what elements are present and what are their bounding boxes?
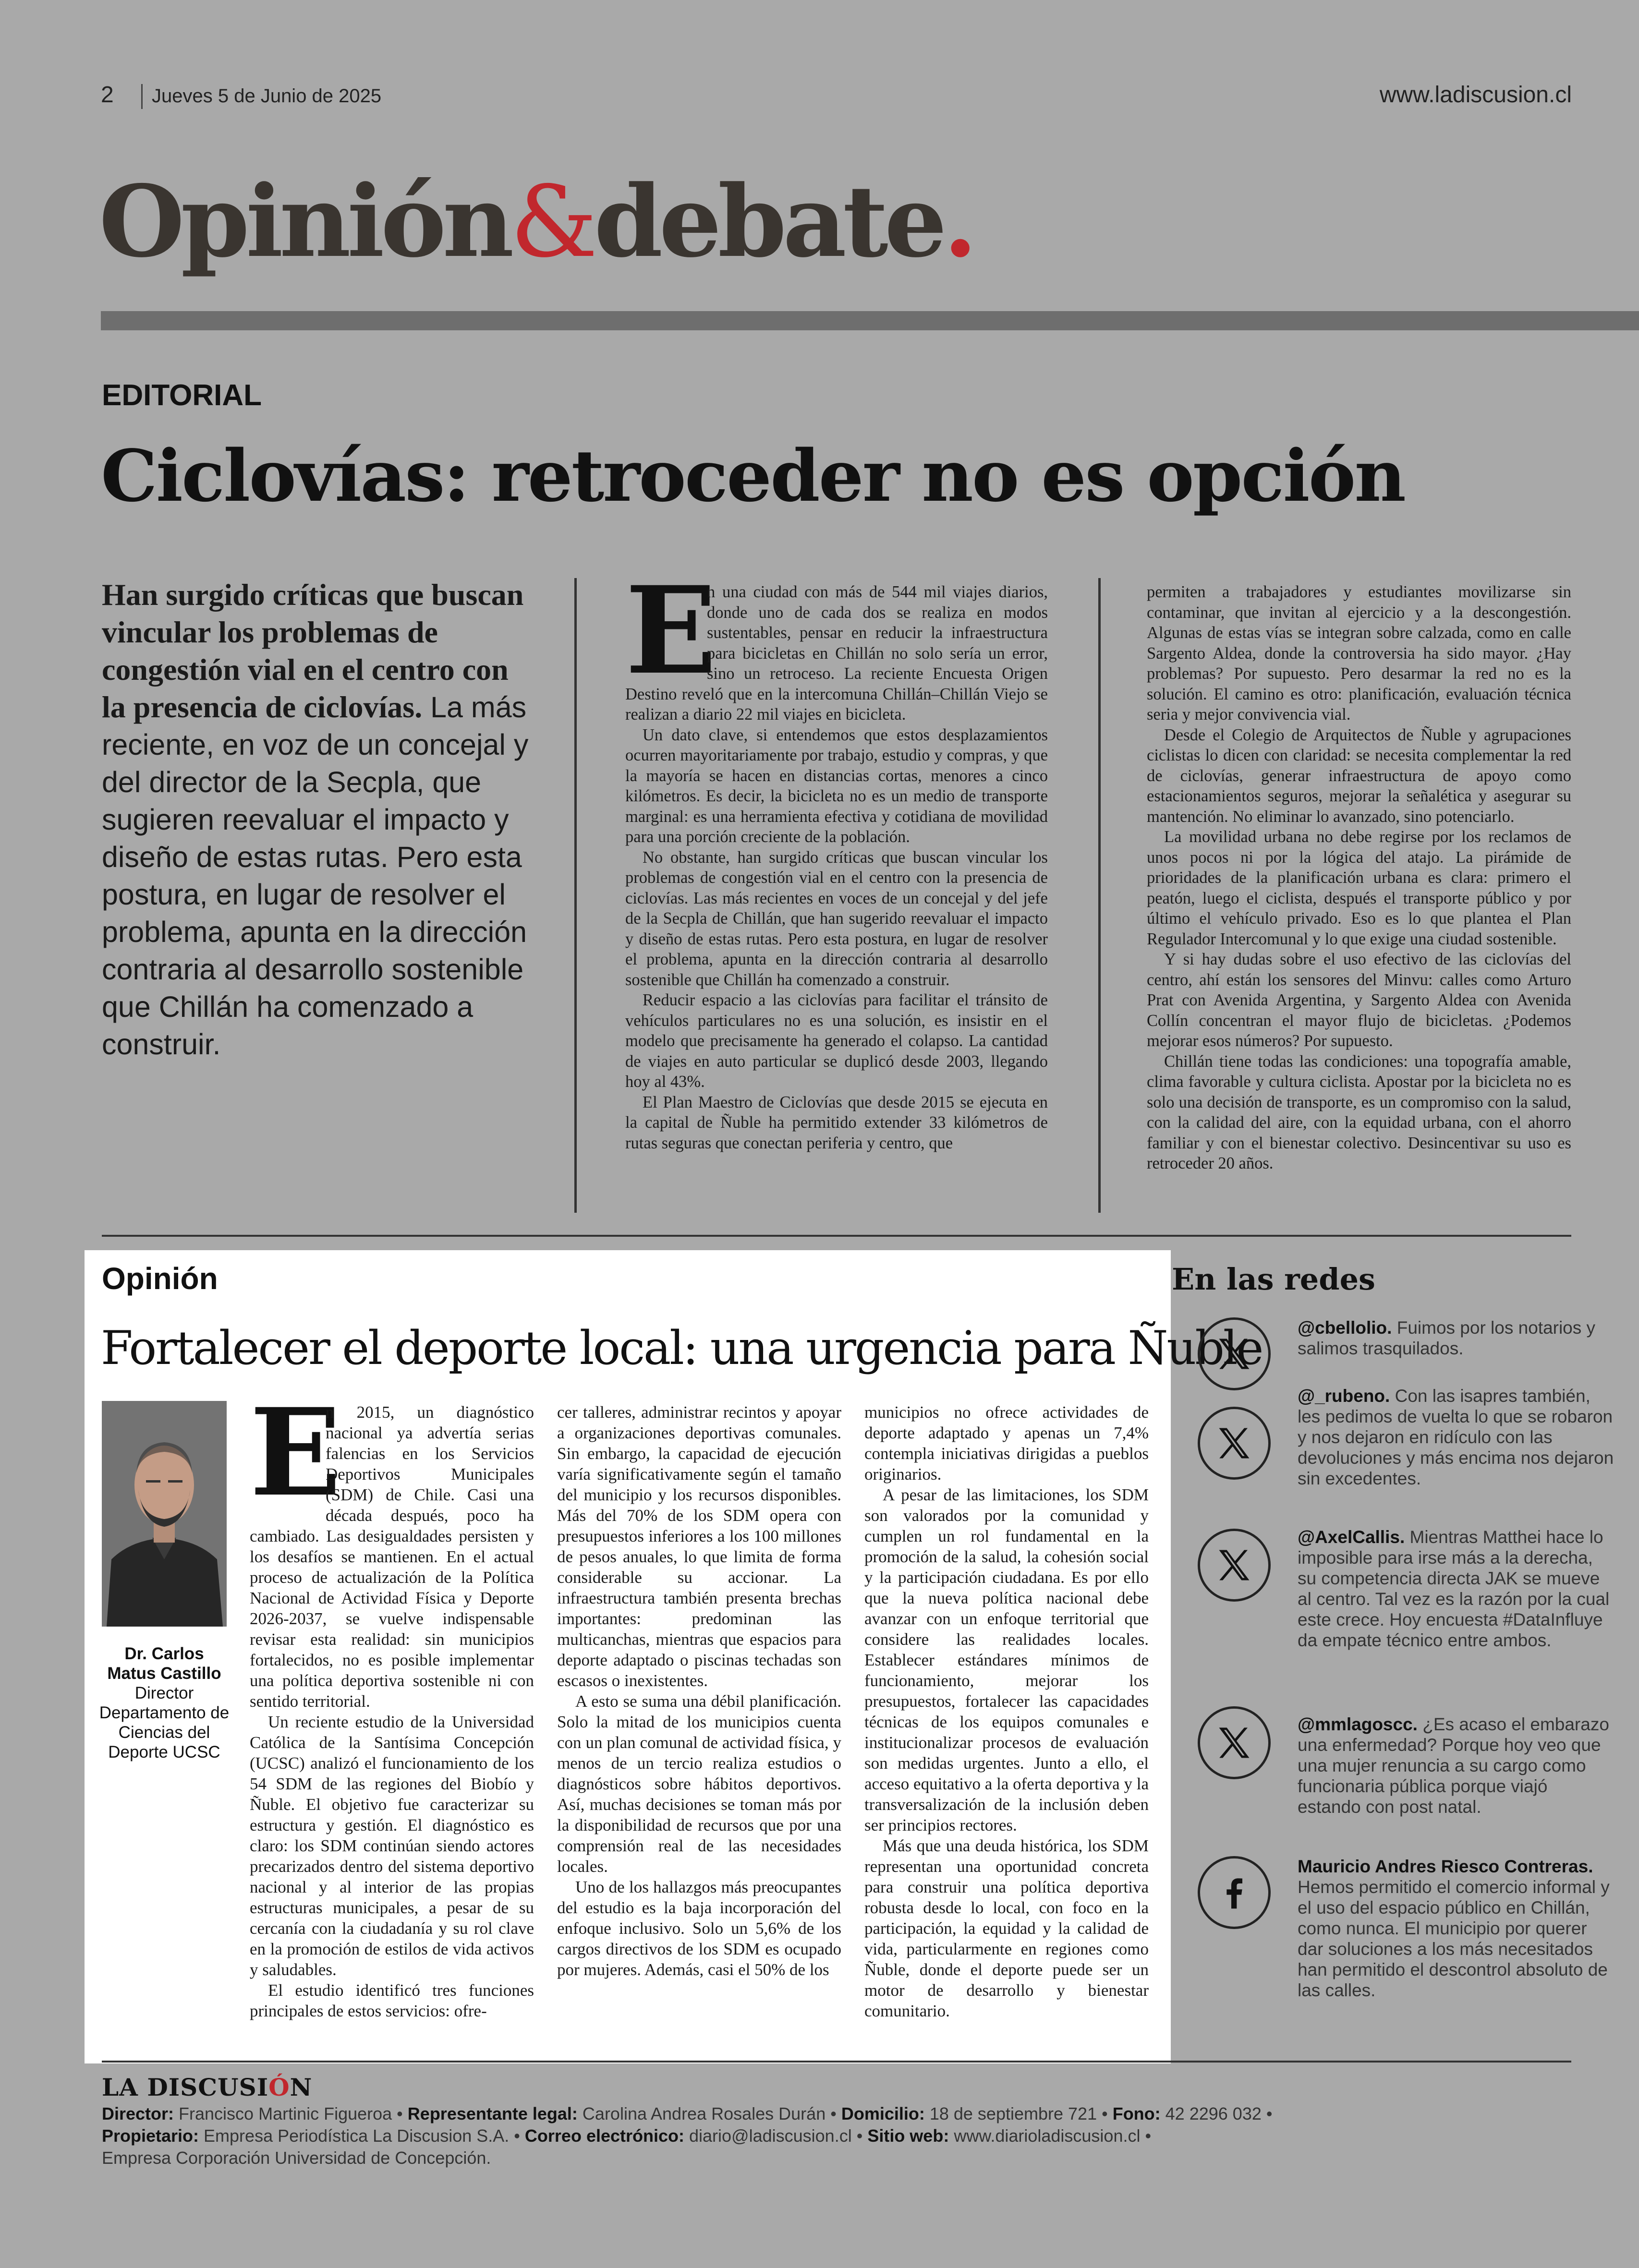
author-portrait-image bbox=[102, 1401, 227, 1627]
editorial-paragraph: No obstante, han surgido críticas que buscan vincular los problemas de congestión vial en el centro con la presencia de ciclovías. Las más recientes en voces de un concejal y del jefe de la Secpla de Chillán, que han sugerido reevaluar el impacto y diseño de estas rutas. Pero esta postura, en lugar de resolver el problema, apunta en la dirección contraria al desarrollo sostenible que Chillán ha comenzado a construir. bbox=[625, 848, 1048, 989]
masthead-opinion: Opinión bbox=[99, 164, 510, 279]
opinion-paragraph: cer talleres, administrar recintos y apoyar a organizaciones deportivas comunales. Sin embargo, la capacidad de ejecución varía significativamente según el tamaño del municipio y los recursos disponibles. Más del 70% de los SDM opera con presupuestos inferiores a los 100 millones de pesos anuales, lo que limita de forma considerable su accionar. La infraestructura también presenta brechas importantes: predominan las multicanchas, mientras que espacios para deporte adaptado o piscinas techadas son escasos o inexistentes. bbox=[557, 1403, 841, 1690]
opinion-paragraph: Más que una deuda histórica, los SDM representan una oportunidad concreta para construir una política deportiva robusta desde lo local, con foco en la participación, la equidad y la calidad de vida, particularmente en regiones como Ñuble, donde el deporte puede ser un motor de desarrollo y bienestar comunitario. bbox=[864, 1836, 1149, 2020]
section-divider bbox=[102, 1235, 1571, 1237]
page-number: 2 bbox=[101, 82, 114, 108]
social-message: Con las isapres también, les pedimos de vuelta lo que se robaron y nos dejaron en ridículo con las devoluciones y más encima nos dejaron sin excedentes. bbox=[1298, 1386, 1614, 1488]
footer-rule bbox=[102, 2061, 1571, 2063]
opinion-column-3 bbox=[864, 1402, 1149, 2021]
site-url[interactable]: www.ladiscusion.cl bbox=[1379, 82, 1572, 108]
author-role: Director Departamento de Ciencias del Deporte UCSC bbox=[99, 1684, 230, 1761]
editorial-lead bbox=[102, 576, 534, 1063]
website-label: Sitio web: bbox=[867, 2126, 949, 2146]
editorial-paragraph: permiten a trabajadores y estudiantes movilizarse sin contaminar, que invitan al ejercicio y a la descongestión. Algunas de estas vías se integran sobre calzada, como en calle Sargento Aldea, donde la controversia ha sido mayor. ¿Hay problemas? Por supuesto. Pero desarmar la red no es la solución. El camino es otro: planificación, evaluación técnica seria y mejor convivencia vial. bbox=[1147, 583, 1571, 724]
masthead-dot: . bbox=[943, 164, 974, 279]
social-handle[interactable]: @cbellolio. bbox=[1298, 1318, 1392, 1338]
social-handle[interactable]: @_rubeno. bbox=[1298, 1386, 1390, 1406]
social-post-text bbox=[1298, 1317, 1615, 1359]
opinion-paragraph: A esto se suma una débil planificación. Solo la mitad de los municipios cuenta con un plan comunal de actividad física, y menos de un tercio realiza estudios o diagnósticos sobre hábitos deportivos. Así, muchas decisiones se toman más por la disponibilidad de recursos que por una comprensión real de las necesidades locales. bbox=[557, 1692, 841, 1876]
editorial-dropcap: E bbox=[625, 560, 717, 701]
website-value[interactable]: www.diarioladiscusion.cl • bbox=[949, 2126, 1152, 2146]
opinion-label: Opinión bbox=[102, 1261, 218, 1296]
opinion-column-1 bbox=[250, 1382, 534, 2021]
social-section-title: En las redes bbox=[1172, 1262, 1375, 1297]
social-message: Hemos permitido el comercio informal y el uso del espacio público en Chillán, como nunca. El municipio por querer dar soluciones a los más necesitados han permitido el descontrol absoluto de las calles. bbox=[1298, 1877, 1610, 2000]
editorial-label: EDITORIAL bbox=[102, 379, 262, 412]
author-credit bbox=[99, 1644, 230, 1762]
footer-line-2 bbox=[102, 2125, 1590, 2147]
editorial-column-2 bbox=[1147, 582, 1571, 1174]
owner-label: Propietario: bbox=[102, 2126, 199, 2146]
header-divider bbox=[141, 84, 143, 109]
opinion-paragraph: El estudio identificó tres funciones principales de estos servicios: ofre- bbox=[250, 1981, 534, 2020]
editorial-paragraph: Desde el Colegio de Arquitectos de Ñuble y agrupaciones ciclistas lo dicen con claridad: se necesita complementar la red de ciclovías, generar infraestructura de apoyo como estacionamientos seguros, mejorar la señalética y asegurar su mantención. No eliminar lo avanzado, sino potenciarlo. bbox=[1147, 725, 1571, 826]
x-logo-icon[interactable] bbox=[1198, 1317, 1271, 1390]
editorial-lead-bold: Han surgido críticas que buscan vincular los problemas de congestión vial en el centro con la presencia de ciclovías. bbox=[102, 578, 524, 724]
opinion-column-2 bbox=[557, 1402, 841, 1980]
opinion-paragraph: municipios no ofrece actividades de deporte adaptado y apenas un 7,4% contempla iniciativas dirigidas a pueblos originarios. bbox=[864, 1403, 1149, 1484]
footer-line-3: Empresa Corporación Universidad de Concepción. bbox=[102, 2148, 491, 2168]
phone-label: Fono: bbox=[1112, 2104, 1161, 2123]
footer-line-1 bbox=[102, 2103, 1590, 2125]
email-value[interactable]: diario@ladiscusion.cl • bbox=[684, 2126, 868, 2146]
social-message: Mientras Matthei hace lo imposible para irse más a la derecha, su competencia directa JAK se mueve al centro. Tal vez es la razón por la cual este crece. Hoy encuesta #DataInfluye da empate técnico entre ambos. bbox=[1298, 1527, 1610, 1650]
phone-value: 42 2296 032 • bbox=[1160, 2104, 1273, 2123]
author-name: Dr. Carlos Matus Castillo bbox=[107, 1644, 221, 1683]
column-rule bbox=[574, 578, 577, 1213]
editorial-paragraph: Y si hay dudas sobre el uso efectivo de las ciclovías del centro, ahí están los sensores del Minvu: calles como Arturo Prat con Avenida Argentina, y Sargento Aldea con Avenida Collín concentran el mayor flujo de bicicletas. ¿Podemos mejorar esos números? Por supuesto. bbox=[1147, 950, 1571, 1050]
editorial-headline: Ciclovías: retroceder no es opción bbox=[101, 434, 1405, 518]
facebook-icon[interactable] bbox=[1198, 1856, 1271, 1929]
social-message: Fuimos por los notarios y salimos trasquilados. bbox=[1298, 1318, 1596, 1358]
editorial-column-1 bbox=[625, 560, 1048, 1153]
editorial-paragraph: El Plan Maestro de Ciclovías que desde 2015 se ejecuta en la capital de Ñuble ha permitido extender 33 kilómetros de rutas seguras que conectan periferia y centro, que bbox=[625, 1093, 1048, 1152]
opinion-paragraph: n 2015, un diagnóstico nacional ya advertía serias falencias en los Servicios Deportivos Municipales (SDM) de Chile. Casi una década después, poco ha cambiado. Las desigualdades persisten y los desafíos se mantienen. En el actual proceso de actualización de la Política Nacional de Actividad Física y Deporte 2026-2037, se vuelve indispensable revisar esta realidad: sin municipios fortalecidos, no es posible implementar una política deportiva sostenible ni con sentido territorial. bbox=[250, 1403, 534, 1711]
social-message: ¿Es acaso el embarazo una enfermedad? Porque hoy veo que una mujer renuncia a su cargo como funcionaria pública porque viajó estando con post natal. bbox=[1298, 1714, 1609, 1817]
opinion-paragraph: Uno de los hallazgos más preocupantes del estudio es la baja incorporación del enfoque inclusivo. Solo un 5,6% de los cargos directivos de los SDM es ocupado por mujeres. Además, casi el 50% de los bbox=[557, 1878, 841, 1979]
opinion-paragraph: A pesar de las limitaciones, los SDM son valorados por la comunidad y cumplen un rol fundamental en la promoción de la salud, la cohesión social y la participación ciudadana. Es por ello que la nueva política nacional debe avanzar con un enfoque territorial que considere las realidades locales. Establecer estándares mínimos de funcionamiento, mejorar los presupuestos, fortalecer las capacidades técnicas de los equipos comunales e institucionalizar procesos de evaluación son medidas urgentes. Junto a ello, el acceso equitativo a la oferta deportiva y la transversalización de la inclusión deben ser principios rectores. bbox=[864, 1485, 1149, 1834]
editorial-paragraph: Reducir espacio a las ciclovías para facilitar el tránsito de vehículos particulares no es una solución, es insistir en el modelo que precisamente ha generado el colapso. La cantidad de viajes en auto particular se duplicó desde 2003, llegando hoy al 43%. bbox=[625, 991, 1048, 1091]
social-post-text bbox=[1298, 1856, 1615, 2001]
social-post-text bbox=[1298, 1714, 1615, 1817]
director-label: Director: bbox=[102, 2104, 174, 2123]
email-label: Correo electrónico: bbox=[524, 2126, 684, 2146]
owner-value: Empresa Periodística La Discusion S.A. • bbox=[199, 2126, 525, 2146]
address-value: 18 de septiembre 721 • bbox=[924, 2104, 1113, 2123]
column-rule bbox=[1098, 578, 1101, 1213]
social-handle[interactable]: Mauricio Andres Riesco Contreras. bbox=[1298, 1857, 1593, 1876]
editorial-paragraph: Un dato clave, si entendemos que estos desplazamientos ocurren mayoritariamente por trabajo, estudio y compras, y que la mayoría se hacen en distancias cortas, menores a cinco kilómetros. Es decir, la bicicleta no es un medio de transporte marginal: es una herramienta efectiva y cotidiana de movilidad para una porción creciente de la población. bbox=[625, 725, 1048, 846]
director-value: Francisco Martinic Figueroa • bbox=[174, 2104, 408, 2123]
editorial-paragraph: La movilidad urbana no debe regirse por los reclamos de unos pocos ni por la lógica del atajo. La pirámide de prioridades de la planificación urbana es clara: primero el peatón, luego el ciclista, después el transporte público y por último el vehículo privado. Eso es lo que plantea el Plan Regulador Intercomunal y lo que exige una ciudad sostenible. bbox=[1147, 828, 1571, 948]
masthead-ampersand: & bbox=[510, 165, 594, 279]
editorial-paragraph: n una ciudad con más de 544 mil viajes diarios, donde uno de cada dos se realiza en modos sustentables, pensar en reducir la infraestructura para bicicletas en Chillán no solo sería un error, sino un retroceso. La reciente Encuesta Origen Destino reveló que en la intercomuna Chillán–Chillán Viejo se realizan a diario 22 mil viajes en bicicleta. bbox=[625, 583, 1048, 724]
editorial-lead-rest: La más reciente, en voz de un concejal y del director de la Secpla, que sugieren reevaluar el impacto y diseño de estas rutas. Pero esta postura, en lugar de resolver el problema, apunta en la dirección contraria al desarrollo sostenible que Chillán ha comenzado a construir. bbox=[102, 691, 529, 1061]
logo-text: LA DISCUSI bbox=[102, 2073, 269, 2101]
rep-label: Representante legal: bbox=[407, 2104, 578, 2123]
x-logo-icon[interactable] bbox=[1198, 1706, 1271, 1779]
masthead-rule bbox=[101, 311, 1639, 330]
logo-text-end: N bbox=[290, 2073, 313, 2101]
opinion-dropcap: E bbox=[250, 1382, 341, 1523]
social-handle[interactable]: @mmlagoscc. bbox=[1298, 1714, 1418, 1734]
masthead-debate: debate bbox=[594, 164, 944, 279]
opinion-paragraph: Un reciente estudio de la Universidad Católica de la Santísima Concepción (UCSC) analizó el funcionamiento de los 54 SDM de las regiones del Biobío y Ñuble. El objetivo fue caracterizar su estructura y gestión. El diagnóstico es claro: los SDM continúan siendo actores precarizados dentro del sistema deportivo nacional y al interior de las propias estructuras municipales, a pesar de su cercanía con la ciudadanía y su rol clave en la promoción de estilos de vida activos y saludables. bbox=[250, 1713, 534, 1979]
x-logo-icon[interactable] bbox=[1198, 1529, 1271, 1602]
rep-value: Carolina Andrea Rosales Durán • bbox=[577, 2104, 841, 2123]
opinion-title: Fortalecer el deporte local: una urgencia para Ñuble bbox=[101, 1321, 1263, 1375]
logo-accent: Ó bbox=[268, 2073, 290, 2101]
address-label: Domicilio: bbox=[841, 2104, 925, 2123]
social-handle[interactable]: @AxelCallis. bbox=[1298, 1527, 1405, 1547]
editorial-paragraph: Chillán tiene todas las condiciones: una topografía amable, clima favorable y cultura ciclista. Apostar por la bicicleta no es solo una decisión de transporte, es un compromiso con la salud, con la calidad del aire, con la equidad urbana, con el ahorro familiar y con el bienestar colectivo. Desincentivar su uso es retroceder 20 años. bbox=[1147, 1052, 1571, 1172]
section-masthead bbox=[99, 164, 974, 279]
newspaper-logo bbox=[102, 2073, 312, 2101]
social-post-text bbox=[1298, 1527, 1615, 1651]
x-logo-icon[interactable] bbox=[1198, 1407, 1271, 1480]
author-photo bbox=[102, 1401, 227, 1627]
footer-credits bbox=[102, 2103, 1590, 2169]
issue-date: Jueves 5 de Junio de 2025 bbox=[152, 85, 382, 107]
social-post-text bbox=[1298, 1386, 1615, 1489]
